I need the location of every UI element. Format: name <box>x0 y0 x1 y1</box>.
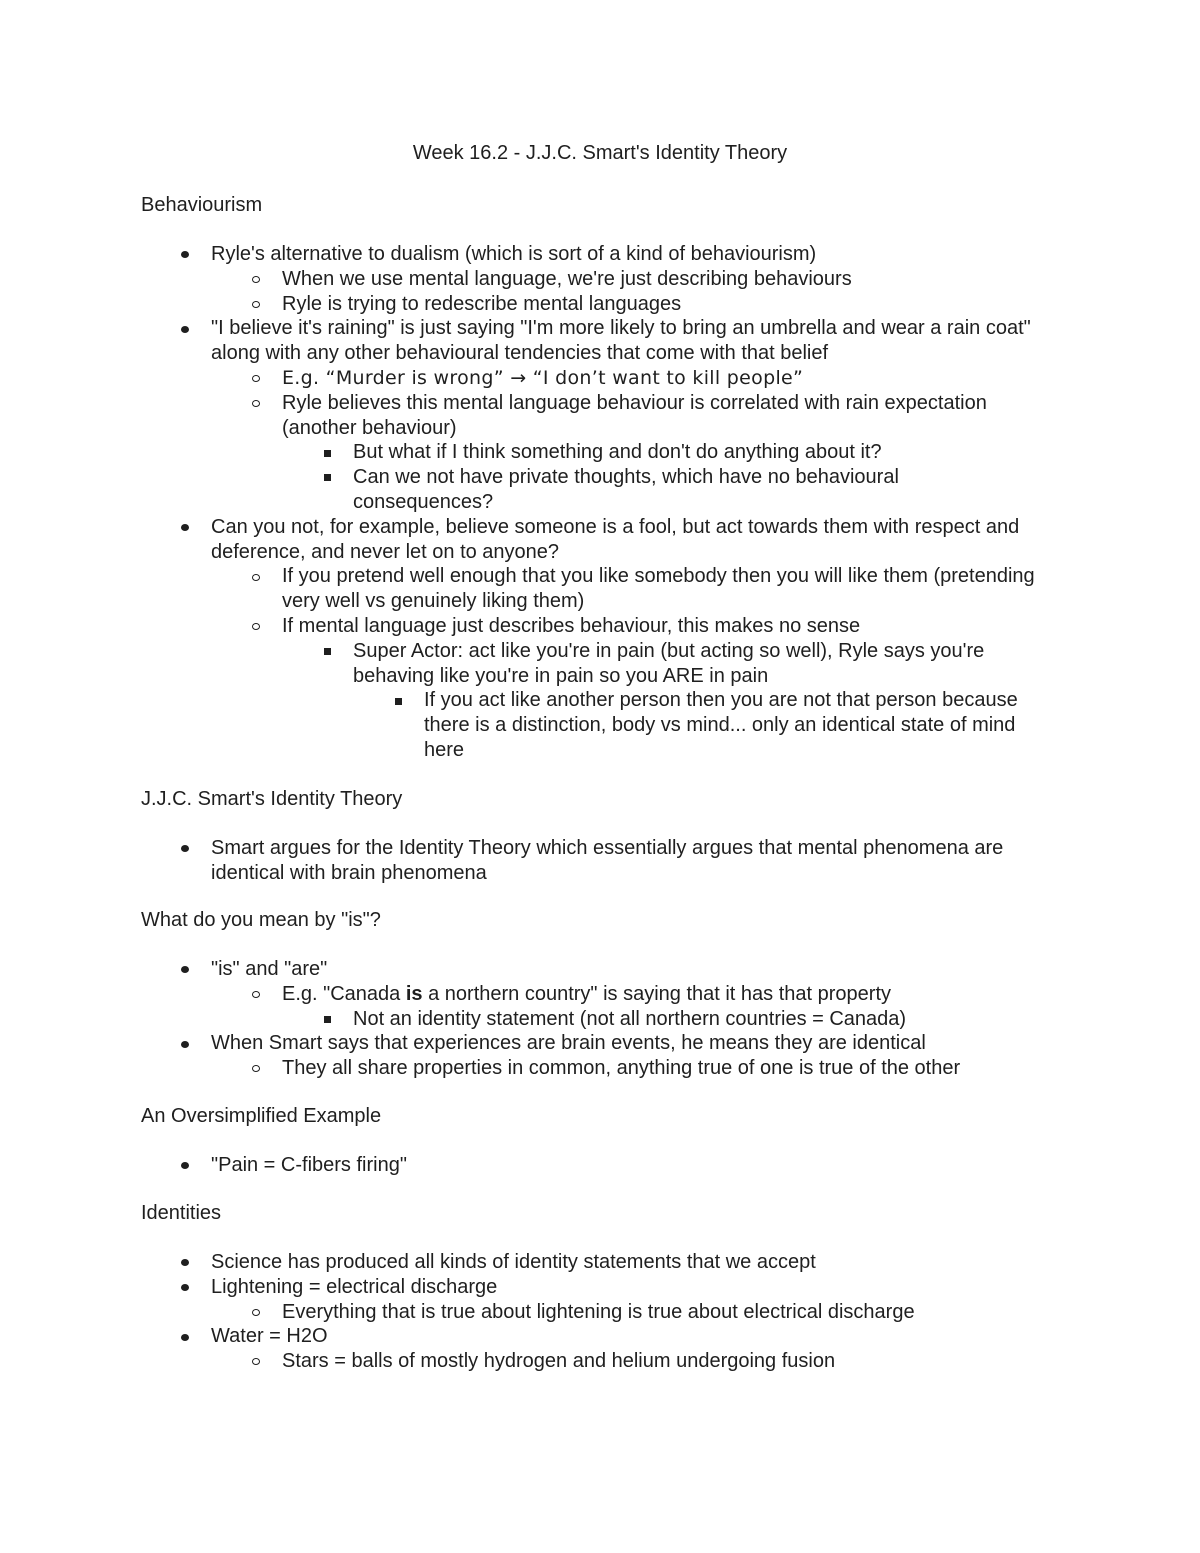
list-smart <box>0 836 1046 886</box>
list-item: If you act like another person then you are not that person because there is a distinction, body vs mind... only an identical state of mind here <box>0 688 1044 762</box>
circle-bullet-icon <box>241 1349 271 1374</box>
list-item: Everything that is true about lightening is true about electrical discharge <box>0 1300 1046 1325</box>
circle-bullet-icon <box>241 1300 271 1325</box>
square-bullet-icon <box>312 465 342 490</box>
list-item: Ryle believes this mental language behaviour is correlated with rain expectation (another behaviour) <box>0 391 1046 441</box>
bullet-icon <box>170 1153 200 1178</box>
bullet-icon <box>170 957 200 982</box>
page-title: Week 16.2 - J.J.C. Smart's Identity Theory <box>412 142 788 164</box>
list-item: Stars = balls of mostly hydrogen and helium undergoing fusion <box>0 1349 1046 1374</box>
circle-bullet-icon <box>241 366 271 391</box>
square-bullet-icon <box>312 639 342 664</box>
list-item: "is" and "are" <box>0 957 1046 982</box>
bullet-icon <box>170 1250 200 1275</box>
list-item: "Pain = C-fibers firing" <box>0 1153 1046 1178</box>
bullet-icon <box>170 242 200 267</box>
list-item: If you pretend well enough that you like somebody then you will like them (pretending very well vs genuinely liking them) <box>0 564 1046 614</box>
circle-bullet-icon <box>241 1056 271 1081</box>
section-heading-smart: J.J.C. Smart's Identity Theory <box>141 788 403 810</box>
section-heading-example: An Oversimplified Example <box>141 1105 382 1127</box>
circle-bullet-icon <box>241 614 271 639</box>
list-item: Can we not have private thoughts, which have no behavioural consequences? <box>0 465 993 515</box>
bullet-icon <box>170 316 200 341</box>
square-bullet-icon <box>312 440 342 465</box>
bullet-icon <box>170 1031 200 1056</box>
square-bullet-icon <box>312 1007 342 1032</box>
list-is <box>0 957 1046 1081</box>
list-item: Not an identity statement (not all northern countries = Canada) <box>0 1007 993 1032</box>
circle-bullet-icon <box>241 564 271 589</box>
list-item: When Smart says that experiences are brain events, he means they are identical <box>0 1031 1046 1056</box>
list-item: They all share properties in common, anything true of one is true of the other <box>0 1056 1046 1081</box>
list-item: E.g. "Canada is a northern country" is saying that it has that property <box>0 982 1046 1007</box>
circle-bullet-icon <box>241 292 271 317</box>
list-item: E.g. “Murder is wrong” → “I don’t want to kill people” <box>0 366 1046 391</box>
list-item: Science has produced all kinds of identity statements that we accept <box>0 1250 1046 1275</box>
section-heading-behaviourism: Behaviourism <box>141 194 263 216</box>
list-item: Ryle is trying to redescribe mental languages <box>0 292 1046 317</box>
bullet-icon <box>170 515 200 540</box>
list-item: Water = H2O <box>0 1324 1046 1349</box>
list-item: Ryle's alternative to dualism (which is sort of a kind of behaviourism) <box>0 242 1046 267</box>
circle-bullet-icon <box>241 391 271 416</box>
list-item: "I believe it's raining" is just saying "I'm more likely to bring an umbrella and wear a rain coat" along with any other behavioural tendencies that come with that belief <box>0 316 1046 366</box>
list-behaviourism <box>0 242 1046 763</box>
list-item: Can you not, for example, believe someone is a fool, but act towards them with respect and deference, and never let on to anyone? <box>0 515 1046 565</box>
list-item: If mental language just describes behaviour, this makes no sense <box>0 614 1046 639</box>
section-heading-is: What do you mean by "is"? <box>141 909 381 931</box>
list-item: Lightening = electrical discharge <box>0 1275 1046 1300</box>
list-example <box>0 1153 1046 1178</box>
section-heading-identities: Identities <box>141 1202 222 1224</box>
circle-bullet-icon <box>241 267 271 292</box>
bullet-icon <box>170 836 200 861</box>
square-bullet-icon <box>383 688 413 713</box>
list-item: Smart argues for the Identity Theory which essentially argues that mental phenomena are identical with brain phenomena <box>0 836 1046 886</box>
bullet-icon <box>170 1275 200 1300</box>
list-item: When we use mental language, we're just describing behaviours <box>0 267 1046 292</box>
circle-bullet-icon <box>241 982 271 1007</box>
list-item: But what if I think something and don't do anything about it? <box>0 440 993 465</box>
bullet-icon <box>170 1324 200 1349</box>
list-identities <box>0 1250 1046 1374</box>
list-item: Super Actor: act like you're in pain (but acting so well), Ryle says you're behaving like you're in pain so you ARE in pain <box>0 639 1043 689</box>
